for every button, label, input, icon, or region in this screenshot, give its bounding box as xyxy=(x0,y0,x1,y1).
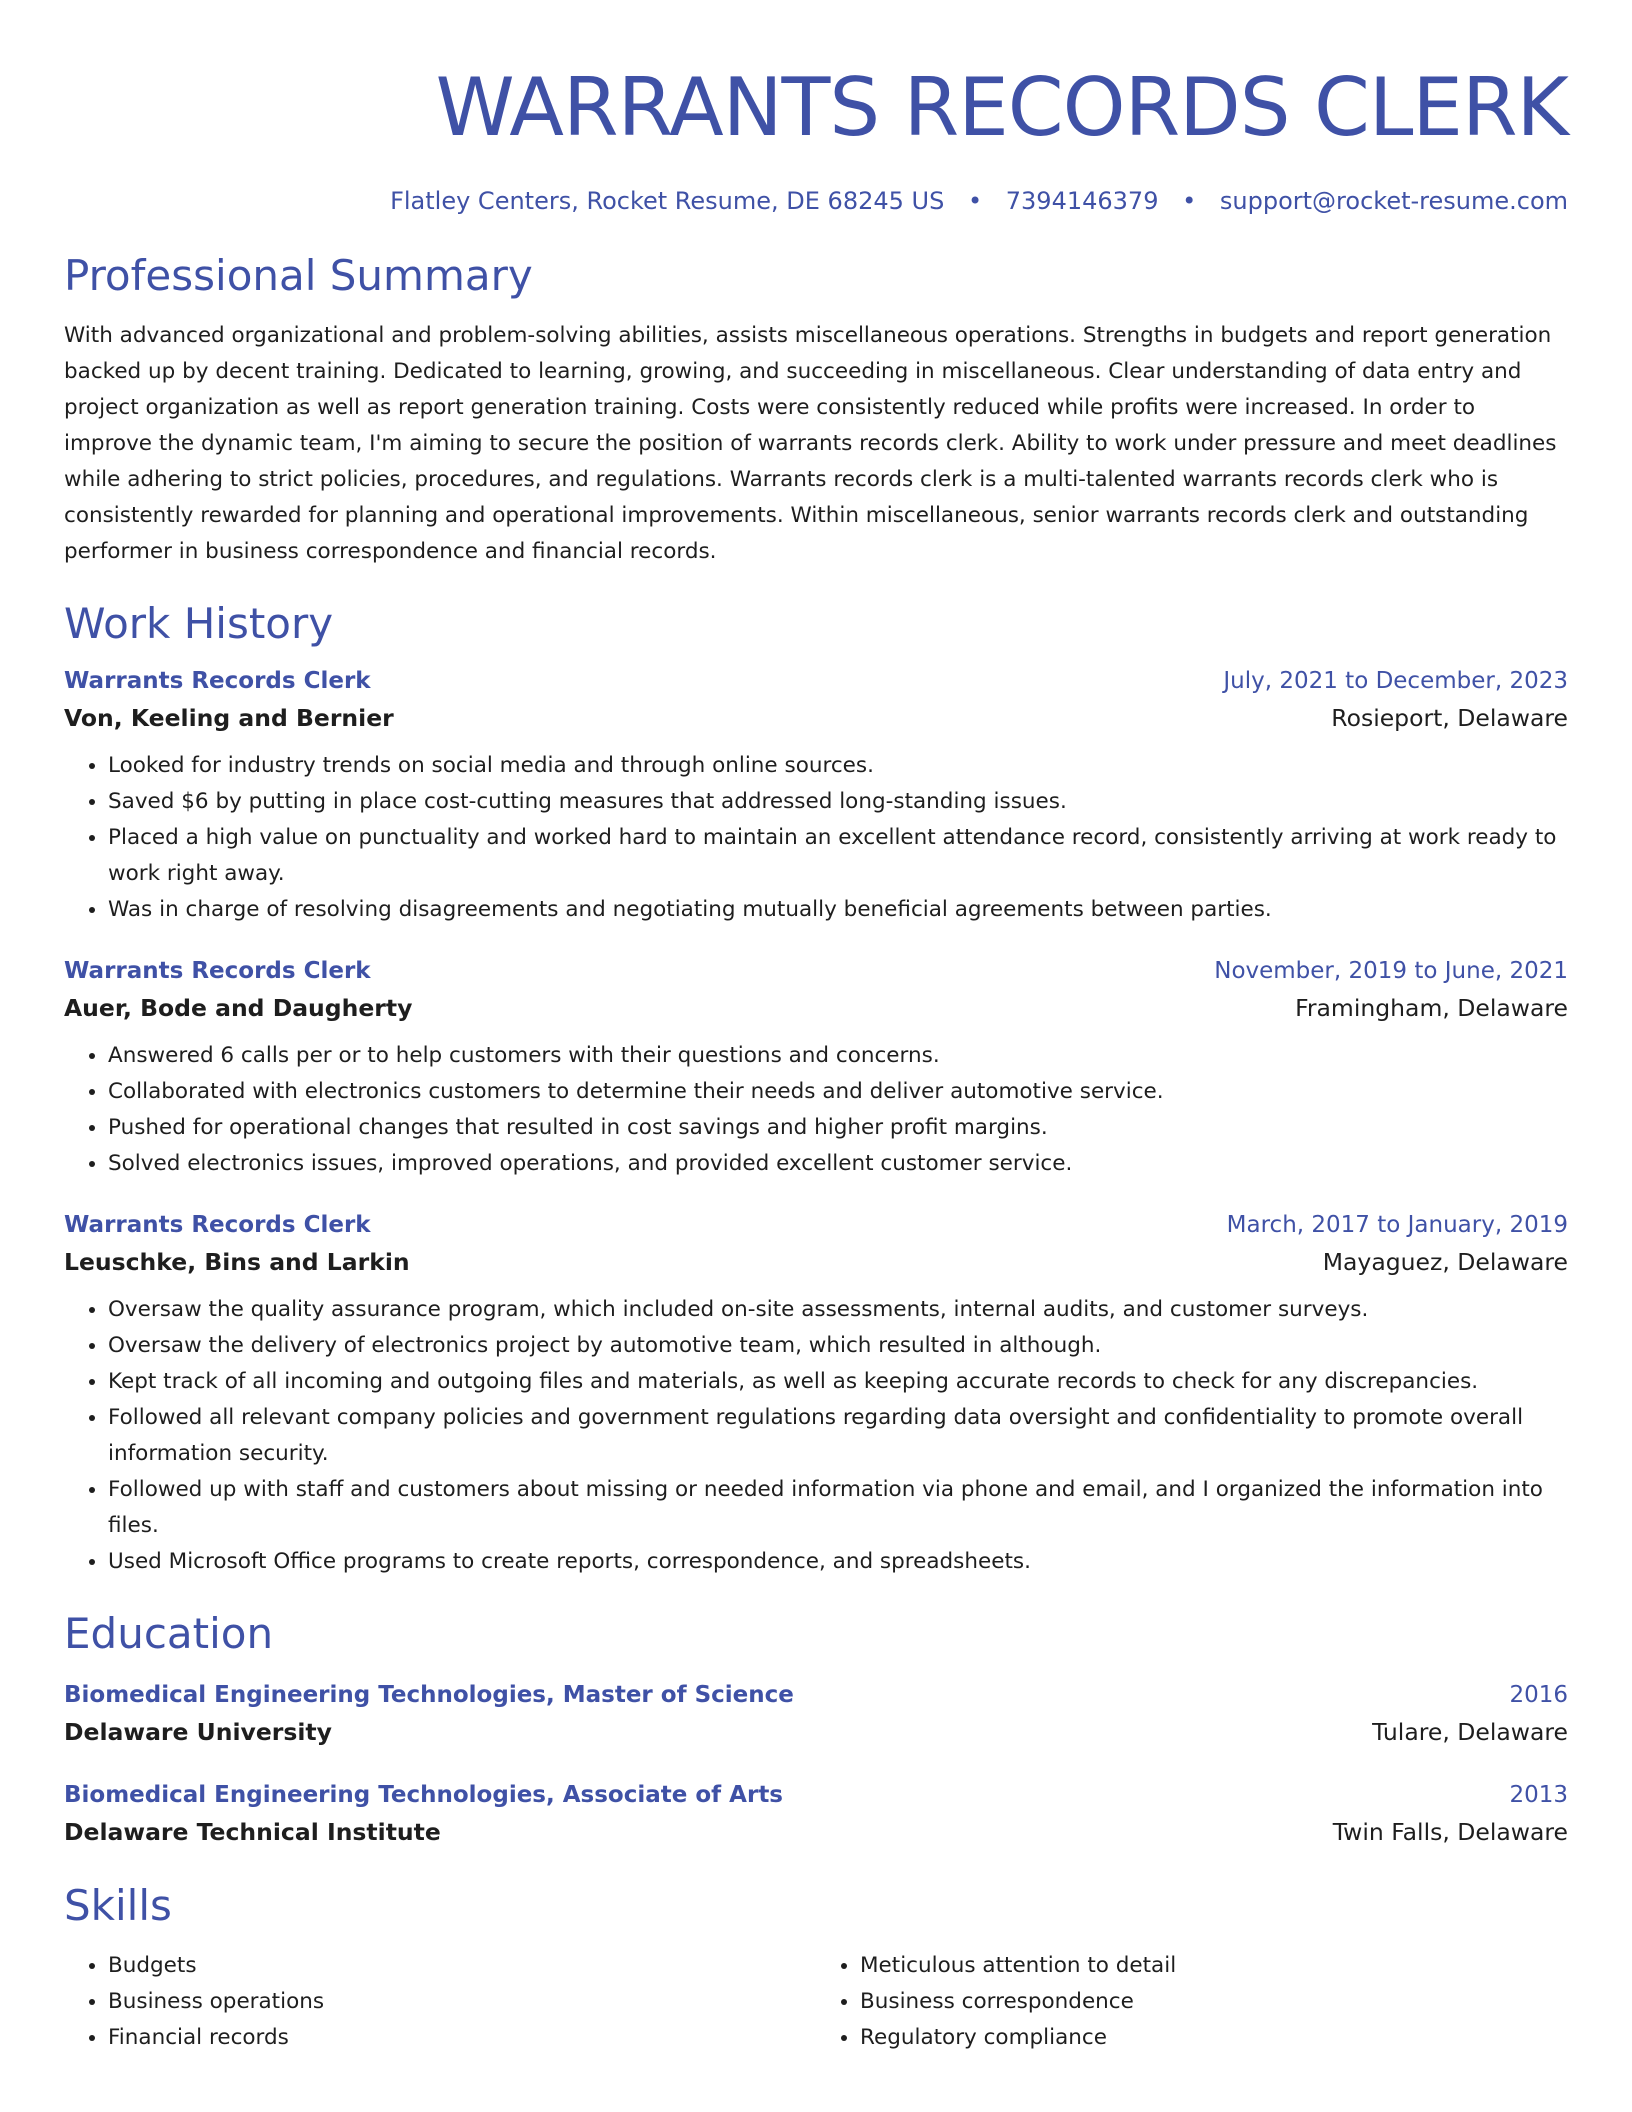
skill-item: • Regulatory compliance xyxy=(860,2020,1568,2056)
education-year: 2016 xyxy=(1509,1682,1568,1708)
education-entry xyxy=(64,1678,1568,1752)
job-bullet: • Was in charge of resolving disagreements and negotiating mutually beneficial agreements between parties. xyxy=(108,892,1568,928)
job-bullet: • Kept track of all incoming and outgoing files and materials, as well as keeping accurate records to check for any discrepancies. xyxy=(108,1364,1568,1400)
job-bullet: • Looked for industry trends on social media and through online sources. xyxy=(108,748,1568,784)
contact-separator: • xyxy=(967,187,983,215)
candidate-name: WARRANTS RECORDS CLERK xyxy=(435,61,1568,154)
job-bullet-list xyxy=(64,748,1568,928)
job-entry xyxy=(64,1208,1568,1580)
job-bullet: • Used Microsoft Office programs to create reports, correspondence, and spreadsheets. xyxy=(108,1544,1568,1580)
job-company: Von, Keeling and Bernier xyxy=(64,704,394,732)
job-dates: July, 2021 to December, 2023 xyxy=(1223,668,1568,694)
job-entry xyxy=(64,954,1568,1182)
education-heading: Education xyxy=(64,1609,274,1658)
contact-separator: • xyxy=(1182,187,1197,215)
job-title: Warrants Records Clerk xyxy=(64,1212,371,1238)
summary-text: With advanced organizational and problem-solving abilities, assists miscellaneous operations. Strengths in budgets and report generation backed up by decent training. Dedicated to learning, growing, and succeeding in miscellaneous. Clear understanding of data entry and project organization as well as report generation training. Costs were consistently reduced while profits were increased. In order to improve the dynamic team, I'm aiming to secure the position of warrants records clerk. Ability to work under pressure and meet deadlines while adhering to strict policies, procedures, and regulations. Warrants records clerk is a multi-talented warrants records clerk who is consistently rewarded for planning and operational improvements. Within miscellaneous, senior warrants records clerk and outstanding performer in business correspondence and financial records. xyxy=(64,323,1557,564)
education-location: Tulare, Delaware xyxy=(1372,1718,1568,1746)
skills-heading: Skills xyxy=(64,1881,172,1930)
job-location: Rosieport, Delaware xyxy=(1331,704,1568,732)
job-bullet-list xyxy=(64,1038,1568,1182)
summary-section xyxy=(64,250,1568,570)
job-bullet: • Solved electronics issues, improved operations, and provided excellent customer service. xyxy=(108,1146,1568,1182)
skill-item: • Budgets xyxy=(108,1948,816,1984)
work-history-heading: Work History xyxy=(64,599,334,648)
contact-phone: 7394146379 xyxy=(1005,187,1159,215)
job-bullet: • Placed a high value on punctuality and worked hard to maintain an excellent attendance record, consistently arriving at work ready to work right away. xyxy=(108,820,1568,892)
education-degree: Biomedical Engineering Technologies, Master of Science xyxy=(64,1682,794,1708)
resume-header xyxy=(64,60,1568,216)
education-entry xyxy=(64,1778,1568,1852)
job-bullet: • Oversaw the quality assurance program, which included on-site assessments, internal audits, and customer surveys. xyxy=(108,1292,1568,1328)
contact-address: Flatley Centers, Rocket Resume, DE 68245 US xyxy=(390,187,945,215)
skills-section xyxy=(64,1880,1568,2056)
job-location: Mayaguez, Delaware xyxy=(1322,1248,1568,1276)
skill-item: • Business correspondence xyxy=(860,1984,1568,2020)
education-year: 2013 xyxy=(1509,1782,1568,1808)
job-title: Warrants Records Clerk xyxy=(64,668,371,694)
job-bullet: • Saved $6 by putting in place cost-cutting measures that addressed long-standing issues. xyxy=(108,784,1568,820)
contact-line xyxy=(64,186,1568,216)
job-bullet-list xyxy=(64,1292,1568,1580)
education-location: Twin Falls, Delaware xyxy=(1332,1818,1568,1846)
job-bullet: • Answered 6 calls per or to help customers with their questions and concerns. xyxy=(108,1038,1568,1074)
skills-list-right xyxy=(816,1948,1568,2056)
job-bullet: • Pushed for operational changes that resulted in cost savings and higher profit margins. xyxy=(108,1110,1568,1146)
job-bullet: • Followed all relevant company policies and government regulations regarding data oversight and confidentiality to promote overall information security. xyxy=(108,1400,1568,1472)
job-location: Framingham, Delaware xyxy=(1295,994,1568,1022)
education-school: Delaware University xyxy=(64,1718,332,1746)
job-bullet: • Collaborated with electronics customers to determine their needs and deliver automotive service. xyxy=(108,1074,1568,1110)
job-title: Warrants Records Clerk xyxy=(64,958,371,984)
summary-heading: Professional Summary xyxy=(64,251,533,300)
work-history-section xyxy=(64,598,1568,1580)
skills-columns xyxy=(64,1948,1568,2056)
education-school: Delaware Technical Institute xyxy=(64,1818,441,1846)
skill-item: • Financial records xyxy=(108,2020,816,2056)
job-company: Auer, Bode and Daugherty xyxy=(64,994,413,1022)
job-dates: November, 2019 to June, 2021 xyxy=(1214,958,1568,984)
job-bullet: • Followed up with staff and customers about missing or needed information via phone and email, and I organized the information into files. xyxy=(108,1472,1568,1544)
job-bullet: • Oversaw the delivery of electronics project by automotive team, which resulted in although. xyxy=(108,1328,1568,1364)
contact-email: support@rocket-resume.com xyxy=(1219,187,1568,215)
education-section xyxy=(64,1608,1568,1852)
job-dates: March, 2017 to January, 2019 xyxy=(1226,1212,1568,1238)
education-degree: Biomedical Engineering Technologies, Associate of Arts xyxy=(64,1782,783,1808)
skill-item: • Business operations xyxy=(108,1984,816,2020)
skill-item: • Meticulous attention to detail xyxy=(860,1948,1568,1984)
skills-list-left xyxy=(64,1948,816,2056)
job-entry xyxy=(64,664,1568,928)
job-company: Leuschke, Bins and Larkin xyxy=(64,1248,410,1276)
